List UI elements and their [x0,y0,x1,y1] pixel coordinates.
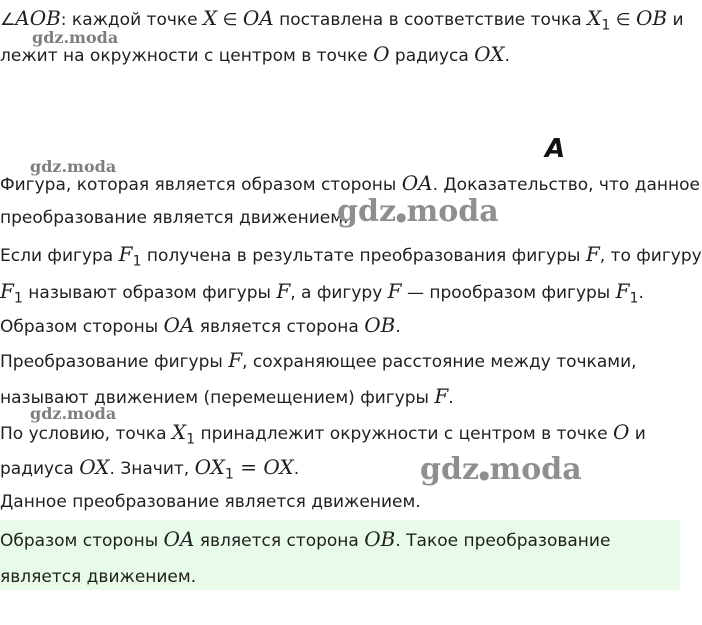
theory-p4-line-1: По условию, точка $X_1$ принадлежит окружности с центром в точке O и [0,420,646,448]
theory-p1-line-1: Если фигура $F_1$ получена в результате преобразования фигуры F, то фигуру [0,242,702,270]
result-line-2: является движением. [0,567,197,587]
theory-p2: Образом стороны OA является сторона OB. [0,313,401,337]
result-line-1: Образом стороны OA является сторона OB. Такое преобразование [0,527,611,551]
watermark: gdz.moda [32,28,119,47]
theory-p5: Данное преобразование является движением. [0,492,421,512]
theory-p1-line-2: $F_1$ называют образом фигуры F, а фигуру F — прообразом фигуры $F_1$. [0,279,644,307]
watermark: gdz.moda [30,404,117,423]
theory-p3-line-2: называют движением (перемещением) фигуры F. [0,384,454,408]
watermark-large: gdz●moda [420,452,582,487]
theory-p4-line-2: радиуса OX. Значит, $OX_1$ = OX. [0,455,300,483]
task-line-1: Фигура, которая является образом стороны OA. Доказательство, что данное [0,171,700,195]
task-line-2: преобразование является движением. [0,208,349,228]
watermark: gdz.moda [30,157,117,176]
answer-letter: A [545,134,566,164]
intro-line-1: ∠AOB: каждой точке X ∈ OA поставлена в соответствие точка $X_1$ ∈ OB и [0,6,684,34]
watermark-large: gdz●moda [337,194,499,229]
theory-p3-line-1: Преобразование фигуры F, сохраняющее расстояние между точками, [0,348,637,372]
intro-line-2: лежит на окружности с центром в точке O радиуса OX. [0,42,510,66]
